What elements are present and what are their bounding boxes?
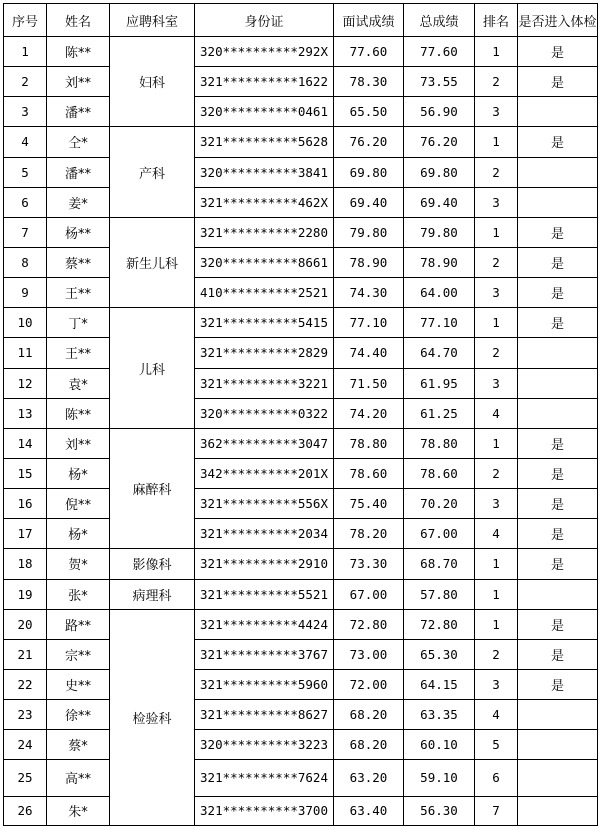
cell-no: 4 [4,127,47,157]
cell-id: 320**********292X [195,37,334,67]
cell-name: 蔡* [47,730,110,760]
cell-name: 徐** [47,700,110,730]
cell-id: 321**********5628 [195,127,334,157]
cell-no: 1 [4,37,47,67]
table-row [4,247,598,277]
cell-no: 24 [4,730,47,760]
cell-id: 321**********5415 [195,308,334,338]
cell-physical-exam [518,579,598,609]
cell-interview-score: 78.30 [334,67,404,97]
cell-no: 19 [4,579,47,609]
cell-interview-score: 73.00 [334,639,404,669]
cell-physical-exam: 是 [518,37,598,67]
cell-physical-exam: 是 [518,428,598,458]
cell-total-score: 69.40 [404,187,475,217]
cell-rank: 3 [475,669,518,699]
header-physical-exam: 是否进入体检 [518,4,598,37]
table-row [4,308,598,338]
cell-no: 26 [4,796,47,825]
cell-interview-score: 78.80 [334,428,404,458]
cell-interview-score: 68.20 [334,730,404,760]
cell-rank: 1 [475,308,518,338]
cell-name: 宗** [47,639,110,669]
cell-interview-score: 78.20 [334,519,404,549]
cell-no: 13 [4,398,47,428]
table-row [4,157,598,187]
cell-total-score: 63.35 [404,700,475,730]
cell-department: 儿科 [110,308,195,429]
cell-rank: 2 [475,458,518,488]
cell-id: 320**********0461 [195,97,334,127]
cell-interview-score: 63.20 [334,760,404,796]
cell-physical-exam: 是 [518,549,598,579]
cell-id: 410**********2521 [195,278,334,308]
cell-name: 王** [47,338,110,368]
cell-total-score: 73.55 [404,67,475,97]
cell-id: 321**********5521 [195,579,334,609]
cell-total-score: 64.70 [404,338,475,368]
cell-total-score: 64.00 [404,278,475,308]
cell-rank: 1 [475,127,518,157]
cell-id: 321**********1622 [195,67,334,97]
table-row [4,187,598,217]
cell-id: 321**********2829 [195,338,334,368]
cell-total-score: 61.95 [404,368,475,398]
table-row [4,458,598,488]
cell-rank: 1 [475,428,518,458]
cell-interview-score: 68.20 [334,700,404,730]
cell-physical-exam [518,97,598,127]
cell-interview-score: 69.80 [334,157,404,187]
table-row [4,278,598,308]
cell-rank: 1 [475,609,518,639]
cell-interview-score: 78.60 [334,458,404,488]
cell-department: 新生儿科 [110,217,195,307]
cell-name: 杨* [47,519,110,549]
cell-total-score: 56.90 [404,97,475,127]
cell-name: 路** [47,609,110,639]
cell-physical-exam [518,700,598,730]
cell-physical-exam: 是 [518,217,598,247]
cell-physical-exam: 是 [518,669,598,699]
cell-rank: 2 [475,639,518,669]
table-row [4,579,598,609]
cell-name: 袁* [47,368,110,398]
cell-rank: 2 [475,247,518,277]
cell-total-score: 64.15 [404,669,475,699]
cell-interview-score: 75.40 [334,489,404,519]
cell-physical-exam: 是 [518,458,598,488]
table-row [4,730,598,760]
table-row [4,760,598,796]
cell-interview-score: 78.90 [334,247,404,277]
cell-no: 18 [4,549,47,579]
cell-id: 320**********3841 [195,157,334,187]
cell-interview-score: 71.50 [334,368,404,398]
cell-rank: 2 [475,338,518,368]
cell-no: 17 [4,519,47,549]
cell-department: 病理科 [110,579,195,609]
cell-no: 22 [4,669,47,699]
cell-interview-score: 63.40 [334,796,404,825]
cell-rank: 2 [475,157,518,187]
cell-physical-exam [518,760,598,796]
cell-total-score: 78.60 [404,458,475,488]
cell-physical-exam [518,157,598,187]
table-row [4,67,598,97]
cell-id: 320**********0322 [195,398,334,428]
cell-name: 张* [47,579,110,609]
table-row [4,489,598,519]
cell-interview-score: 72.00 [334,669,404,699]
cell-physical-exam: 是 [518,127,598,157]
cell-id: 321**********3221 [195,368,334,398]
cell-name: 潘** [47,157,110,187]
cell-id: 321**********2280 [195,217,334,247]
cell-id: 320**********8661 [195,247,334,277]
cell-rank: 6 [475,760,518,796]
cell-no: 7 [4,217,47,247]
cell-rank: 1 [475,217,518,247]
table-row [4,700,598,730]
table-row [4,37,598,67]
header-interview-score: 面试成绩 [334,4,404,37]
cell-no: 10 [4,308,47,338]
cell-interview-score: 76.20 [334,127,404,157]
cell-total-score: 78.80 [404,428,475,458]
cell-no: 21 [4,639,47,669]
cell-interview-score: 73.30 [334,549,404,579]
cell-rank: 2 [475,67,518,97]
cell-id: 321**********5960 [195,669,334,699]
cell-interview-score: 74.30 [334,278,404,308]
cell-physical-exam: 是 [518,639,598,669]
cell-interview-score: 79.80 [334,217,404,247]
cell-total-score: 79.80 [404,217,475,247]
cell-rank: 3 [475,489,518,519]
cell-rank: 4 [475,519,518,549]
cell-id: 342**********201X [195,458,334,488]
cell-total-score: 70.20 [404,489,475,519]
cell-id: 321**********3700 [195,796,334,825]
cell-physical-exam [518,730,598,760]
cell-interview-score: 67.00 [334,579,404,609]
cell-rank: 7 [475,796,518,825]
cell-total-score: 78.90 [404,247,475,277]
cell-physical-exam [518,398,598,428]
cell-total-score: 76.20 [404,127,475,157]
cell-rank: 3 [475,187,518,217]
header-name: 姓名 [47,4,110,37]
table-row [4,368,598,398]
cell-no: 16 [4,489,47,519]
cell-name: 姜* [47,187,110,217]
cell-name: 杨* [47,458,110,488]
table-row [4,549,598,579]
header-department: 应聘科室 [110,4,195,37]
cell-department: 影像科 [110,549,195,579]
cell-name: 丁* [47,308,110,338]
cell-no: 8 [4,247,47,277]
cell-no: 15 [4,458,47,488]
cell-id: 321**********2034 [195,519,334,549]
header-total-score: 总成绩 [404,4,475,37]
cell-name: 潘** [47,97,110,127]
table-row [4,519,598,549]
cell-name: 朱* [47,796,110,825]
cell-physical-exam: 是 [518,519,598,549]
cell-id: 321**********2910 [195,549,334,579]
cell-no: 23 [4,700,47,730]
cell-no: 11 [4,338,47,368]
cell-no: 3 [4,97,47,127]
cell-physical-exam: 是 [518,489,598,519]
header-no: 序号 [4,4,47,37]
cell-name: 王** [47,278,110,308]
table-row [4,217,598,247]
cell-department: 检验科 [110,609,195,825]
cell-department: 产科 [110,127,195,217]
cell-name: 高** [47,760,110,796]
cell-total-score: 56.30 [404,796,475,825]
cell-rank: 1 [475,37,518,67]
cell-interview-score: 69.40 [334,187,404,217]
cell-id: 320**********3223 [195,730,334,760]
header-id: 身份证 [195,4,334,37]
cell-interview-score: 72.80 [334,609,404,639]
cell-name: 刘** [47,428,110,458]
cell-total-score: 65.30 [404,639,475,669]
cell-no: 5 [4,157,47,187]
header-row [4,4,598,37]
cell-total-score: 61.25 [404,398,475,428]
cell-total-score: 77.60 [404,37,475,67]
cell-total-score: 67.00 [404,519,475,549]
cell-rank: 3 [475,97,518,127]
cell-interview-score: 74.20 [334,398,404,428]
cell-name: 仝* [47,127,110,157]
header-rank: 排名 [475,4,518,37]
cell-rank: 4 [475,398,518,428]
cell-no: 6 [4,187,47,217]
cell-no: 20 [4,609,47,639]
cell-name: 杨** [47,217,110,247]
cell-department: 妇科 [110,37,195,127]
cell-total-score: 72.80 [404,609,475,639]
cell-name: 陈** [47,398,110,428]
table-row [4,639,598,669]
cell-id: 362**********3047 [195,428,334,458]
table-row [4,796,598,825]
table-row [4,609,598,639]
cell-interview-score: 77.10 [334,308,404,338]
results-table [3,3,598,826]
cell-interview-score: 77.60 [334,37,404,67]
cell-no: 14 [4,428,47,458]
cell-interview-score: 65.50 [334,97,404,127]
table-row [4,669,598,699]
cell-id: 321**********3767 [195,639,334,669]
cell-name: 贺* [47,549,110,579]
cell-physical-exam [518,368,598,398]
cell-physical-exam [518,796,598,825]
cell-rank: 1 [475,549,518,579]
cell-name: 史** [47,669,110,699]
cell-physical-exam: 是 [518,67,598,97]
cell-total-score: 60.10 [404,730,475,760]
cell-name: 刘** [47,67,110,97]
cell-no: 2 [4,67,47,97]
cell-rank: 3 [475,368,518,398]
cell-total-score: 68.70 [404,549,475,579]
cell-physical-exam: 是 [518,247,598,277]
cell-total-score: 59.10 [404,760,475,796]
cell-name: 倪** [47,489,110,519]
cell-physical-exam: 是 [518,609,598,639]
cell-id: 321**********7624 [195,760,334,796]
cell-physical-exam: 是 [518,308,598,338]
cell-rank: 4 [475,700,518,730]
cell-rank: 3 [475,278,518,308]
cell-id: 321**********4424 [195,609,334,639]
table-row [4,428,598,458]
table-row [4,97,598,127]
cell-name: 蔡** [47,247,110,277]
cell-physical-exam [518,338,598,368]
cell-no: 9 [4,278,47,308]
cell-rank: 5 [475,730,518,760]
cell-total-score: 69.80 [404,157,475,187]
table-row [4,398,598,428]
table-body [4,37,598,826]
cell-no: 12 [4,368,47,398]
cell-total-score: 57.80 [404,579,475,609]
cell-id: 321**********462X [195,187,334,217]
cell-total-score: 77.10 [404,308,475,338]
cell-physical-exam: 是 [518,278,598,308]
cell-interview-score: 74.40 [334,338,404,368]
table-row [4,127,598,157]
cell-department: 麻醉科 [110,428,195,549]
cell-id: 321**********556X [195,489,334,519]
cell-rank: 1 [475,579,518,609]
cell-no: 25 [4,760,47,796]
cell-name: 陈** [47,37,110,67]
cell-physical-exam [518,187,598,217]
table-row [4,338,598,368]
cell-id: 321**********8627 [195,700,334,730]
